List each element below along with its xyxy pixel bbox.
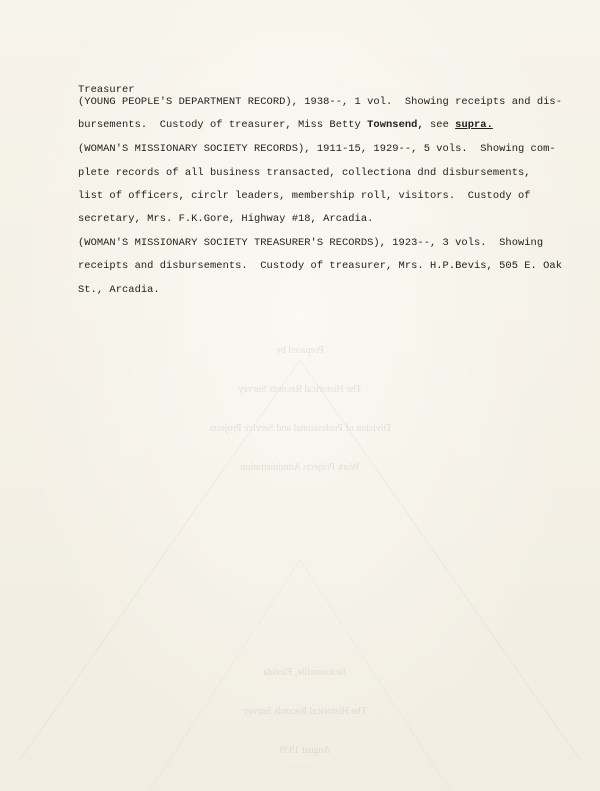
see-text: see — [423, 119, 456, 131]
bleed-top-line-1: Prepared by — [275, 345, 325, 356]
bleed-top-line-4: Work Projects Administration — [240, 462, 360, 473]
line-custody-betty — [78, 119, 578, 131]
line-receipts-bevis: receipts and disbursements. Custody of treasurer, Mrs. H.P.Bevis, 505 E. Oak — [78, 260, 562, 272]
bleed-through-bottom — [160, 640, 450, 783]
line-treasurer-heading: Treasurer — [78, 84, 135, 96]
line-young-peoples-record: (YOUNG PEOPLE'S DEPARTMENT RECORD), 1938--, 1 vol. Showing receipts and dis- — [78, 96, 562, 108]
supra-text: supra. — [455, 119, 493, 131]
line-list-of-officers: list of officers, circlr leaders, membership roll, visitors. Custody of — [78, 190, 531, 202]
bleed-top-line-3: Division of Professional and Service Projects — [209, 423, 391, 434]
line-womans-missionary-records: (WOMAN'S MISSIONARY SOCIETY RECORDS), 1911-15, 1929--, 5 vols. Showing com- — [78, 143, 556, 155]
bleed-through-top — [140, 318, 460, 500]
line-arcadia: St., Arcadia. — [78, 284, 160, 296]
bleed-bottom-line-2: The Historical Records Survey — [243, 706, 367, 717]
line-complete-records: plete records of all business transacted, collectiona dnd disbursements, — [78, 167, 531, 179]
bleed-top-line-2: The Historical Records Survey — [238, 384, 362, 395]
bleed-bottom-line-1: Jacksonville, Florida — [263, 667, 347, 678]
line-custody-betty-text: bursements. Custody of treasurer, Miss Betty — [78, 119, 368, 131]
line-secretary-gore: secretary, Mrs. F.K.Gore, Highway #18, Arcadia. — [78, 213, 374, 225]
line-treasurers-records: (WOMAN'S MISSIONARY SOCIETY TREASURER'S RECORDS), 1923--, 3 vols. Showing — [78, 237, 544, 249]
townsend-name: Townsend, — [367, 119, 424, 131]
bleed-bottom-line-3: August 1939 — [279, 745, 331, 756]
